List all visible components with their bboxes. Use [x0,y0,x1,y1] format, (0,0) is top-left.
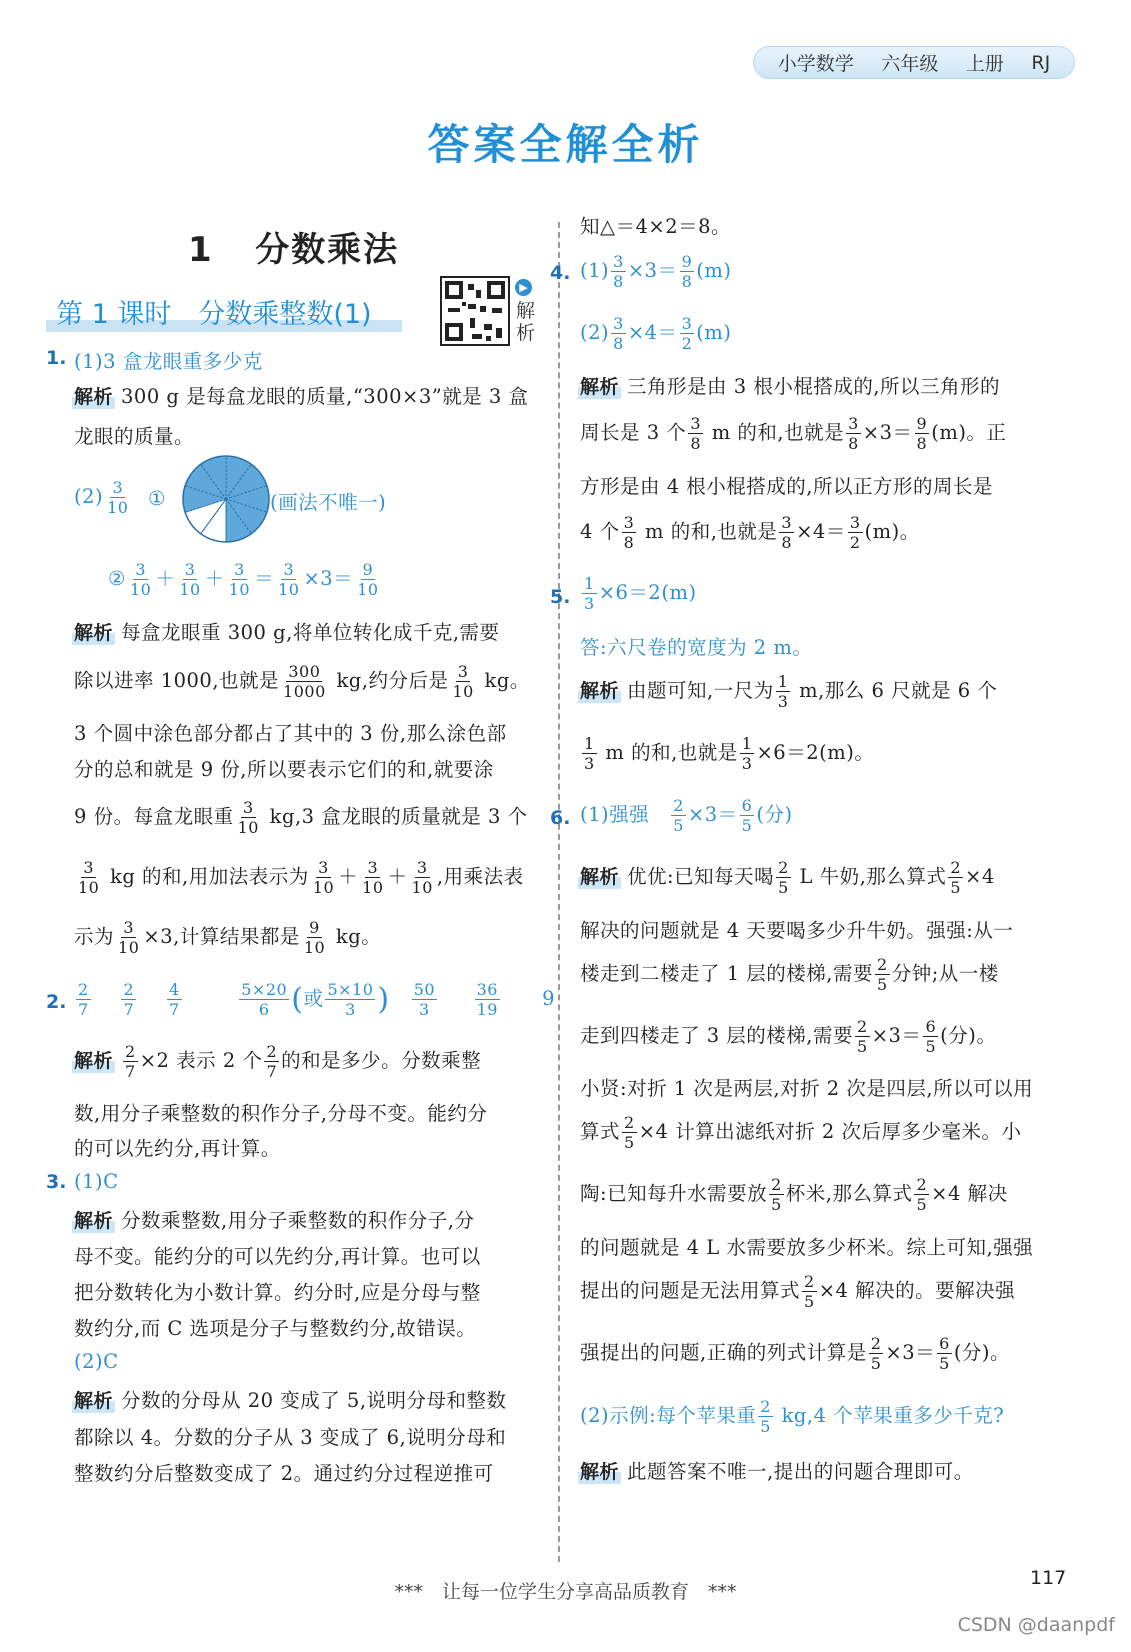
page-number: 117 [1030,1567,1067,1589]
q3-exp2-line2: 都除以 4。分数的分子从 3 变成了 6,说明分母和 [74,1426,507,1449]
q1-answer-2-line2: ② $\frac{3}{10}$ ＋ $\frac{3}{10}$ ＋ $\frac{3}{10}$ ＝ $\frac{3}{10}$ ×3＝ $\frac{9}{10}$ [108,560,379,599]
column-divider [558,222,560,1562]
q6-exp-line8: 的问题就是 4 L 水需要放多少杯米。综上可知,强强 [580,1236,1034,1259]
page-title: 答案全解全析 [427,120,704,169]
q6-exp-line4: 走到四楼走了 3 层的楼梯,需要 $\frac{2}{5}$ ×3＝ $\frac{6}{5}$ (分)。 [580,1017,997,1056]
q3-exp2-line3: 整数约分后整数变成了 2。通过约分过程逆推可 [74,1462,494,1485]
header-pill [753,46,1075,79]
q6-exp-line1: 解析 优优:已知每天喝 $\frac{2}{5}$ L 牛奶,那么算式 $\frac{2}{5}$ ×4 [580,858,995,897]
q6-answer-2: (2)示例:每个苹果重 $\frac{2}{5}$ kg,4 个苹果重多少千克? [580,1397,1005,1436]
q5-exp-line1: 解析 由题可知,一尺为 $\frac{1}{3}$ m,那么 6 尺就是 6 个 [580,672,998,711]
shaded-circle-diagram [180,453,272,545]
q3-number: 3. [46,1171,67,1193]
q2-number: 2. [46,991,67,1013]
q6-exp-line2: 解决的问题就是 4 天要喝多少升牛奶。强强:从一 [580,919,1014,942]
q1-exp2-line3: 3 个圆中涂色部分都占了其中的 3 份,那么涂色部 [74,722,507,745]
q3-exp1-line3: 把分数转化为小数计算。约分时,应是分母与整 [74,1281,481,1304]
q3-exp1-line4: 数约分,而 C 选项是分子与整数约分,故错误。 [74,1317,477,1340]
q6-answer-1: (1)强强 $\frac{2}{5}$ ×3＝ $\frac{6}{5}$ (分) [580,796,793,835]
q2-exp-line1: 解析 $\frac{2}{7}$ ×2 表示 2 个 $\frac{2}{7}$ 的和是多少。分数乘整 [74,1042,482,1081]
q4-number: 4. [550,262,571,284]
q3-answer-1: (1)C [74,1170,119,1193]
circle-note: (画法不唯一) [270,491,387,514]
q2-exp-line2: 数,用分子乘整数的积作分子,分母不变。能约分 [74,1102,488,1125]
q6-exp-line10: 强提出的问题,正确的列式计算是 $\frac{2}{5}$ ×3＝ $\frac{6}{5}$ (分)。 [580,1334,1011,1373]
q1-answer-1: (1)3 盒龙眼重多少克 [74,350,263,373]
q5-final-answer: 答:六尺卷的宽度为 2 m。 [580,636,813,659]
q1-exp2-line5: 9 份。每盒龙眼重 $\frac{3}{10}$ kg,3 盒龙眼的质量就是 3 个 [74,798,528,837]
q6-exp2-line: 解析 此题答案不唯一,提出的问题合理即可。 [578,1456,974,1484]
qr-code-icon[interactable] [440,276,510,346]
q4-exp-line2: 周长是 3 个 $\frac{3}{8}$ m 的和,也就是 $\frac{3}{8}$ ×3＝ $\frac{9}{8}$ (m)。正 [580,414,1007,453]
q6-exp-line3: 楼走到二楼走了 1 层的楼梯,需要 $\frac{2}{5}$ 分钟;从一楼 [580,955,999,994]
footer-slogan: *** 让每一位学生分享高品质教育 *** [394,1581,737,1603]
q2-exp-line3: 的可以先约分,再计算。 [74,1137,281,1160]
fraction: $\frac{3}{10}$ [107,478,129,517]
q3-exp2-line1: 解析 分数的分母从 20 变成了 5,说明分母和整数 [72,1385,507,1413]
q2-answers: $\frac{2}{7}$ $\frac{2}{7}$ $\frac{4}{7}$ $\frac{5\times 20}{6}$ (或 $\frac{5\times 10}{3}$ ) $\frac{50}{3}$ $\frac{36}{19}$ 9 [78,980,556,1019]
q1-exp1-line2: 龙眼的质量。 [74,425,195,448]
q1-exp1-line1: 解析 300 g 是每盒龙眼的质量,“300×3”就是 3 盒 [72,381,529,409]
q1-number: 1. [46,347,67,369]
q5-answer: $\frac{1}{3}$ ×6＝2(m) [584,574,697,613]
q4-exp-line1: 解析 三角形是由 3 根小棍搭成的,所以三角形的 [578,371,1000,399]
q3-exp1-line2: 母不变。能约分的可以先约分,再计算。也可以 [74,1245,481,1268]
q1-exp2-line4: 分的总和就是 9 份,所以要表示它们的和,就要涂 [74,758,494,781]
header-grade: 六年级 [881,53,939,75]
jiexi-tag: 解析 [72,382,115,409]
q5-exp-line2: $\frac{1}{3}$ m 的和,也就是 $\frac{1}{3}$ ×6＝2(m)。 [584,734,875,773]
q1-exp2-line1: 解析 每盒龙眼重 300 g,将单位转化成千克,需要 [72,617,500,645]
q4-answer-1: (1) $\frac{3}{8}$ ×3＝ $\frac{9}{8}$ (m) [580,252,732,291]
q1-exp2-line2: 除以进率 1000,也就是 $\frac{300}{1000}$ kg,约分后是 $\frac{3}{10}$ kg。 [74,662,530,701]
q6-exp-line5: 小贤:对折 1 次是两层,对折 2 次是四层,所以可以用 [580,1077,1034,1100]
header-subject: 小学数学 [777,53,854,75]
q5-number: 5. [550,586,571,608]
q6-exp-line9: 提出的问题是无法用算式 $\frac{2}{5}$ ×4 解决的。要解决强 [580,1272,1016,1311]
chapter-name: 分数乘法 [255,230,400,270]
chapter-heading [188,222,399,271]
header-volume: 上册 [965,53,1004,75]
continued-line: 知△＝4×2＝8。 [580,215,732,238]
watermark: CSDN @daanpdf [957,1614,1115,1636]
header-edition: RJ [1031,51,1051,74]
play-icon[interactable]: ▶ [515,279,532,296]
q6-exp-line6: 算式 $\frac{2}{5}$ ×4 计算出滤纸对折 2 次后厚多少毫米。小 [580,1113,1022,1152]
chapter-number: 1 [188,230,214,270]
q3-exp1-line1: 解析 分数乘整数,用分子乘整数的积作分子,分 [72,1205,474,1233]
q1-exp2-line6: $\frac{3}{10}$ kg 的和,用加法表示为 $\frac{3}{10}$ ＋ $\frac{3}{10}$ ＋ $\frac{3}{10}$ ,用乘法表 [78,858,524,897]
q3-answer-2: (2)C [74,1350,119,1373]
q6-exp-line7: 陶:已知每升水需要放 $\frac{2}{5}$ 杯米,那么算式 $\frac{2}{5}$ ×4 解决 [580,1175,1008,1214]
q4-exp-line4: 4 个 $\frac{3}{8}$ m 的和,也就是 $\frac{3}{8}$ ×4＝ $\frac{3}{2}$ (m)。 [580,513,920,552]
circle-mark: ① [148,487,166,510]
q4-answer-2: (2) $\frac{3}{8}$ ×4＝ $\frac{3}{2}$ (m) [580,314,732,353]
lesson-heading: 第 1 课时 分数乘整数(1) [46,292,402,332]
qr-label: 解析 [516,300,536,344]
q4-exp-line3: 方形是由 4 根小棍搭成的,所以正方形的周长是 [580,475,994,498]
q6-number: 6. [550,807,571,829]
q1-answer-2: (2) $\frac{3}{10}$ [74,478,129,517]
q1-exp2-line7: 示为 $\frac{3}{10}$ ×3,计算结果都是 $\frac{9}{10}$ kg。 [74,918,382,957]
